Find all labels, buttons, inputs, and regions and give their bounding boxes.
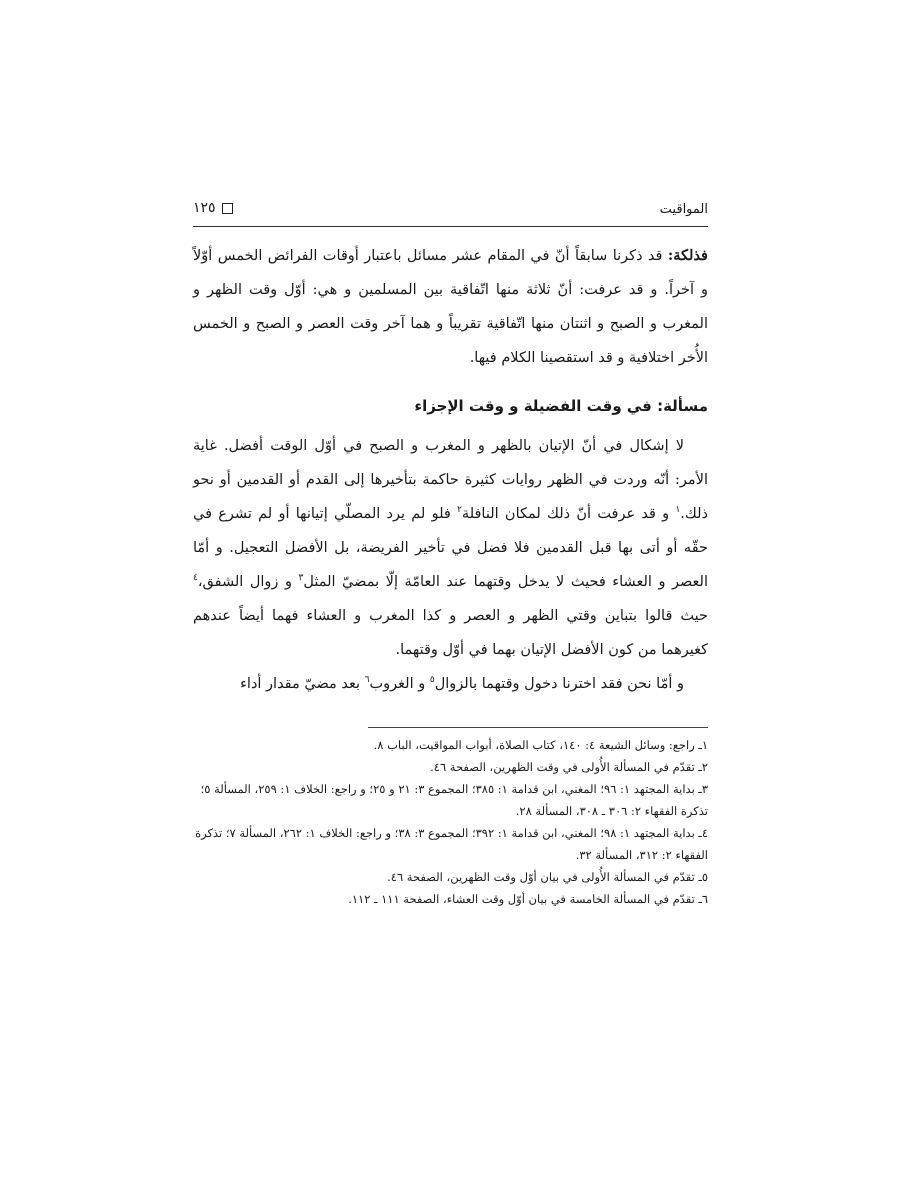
- footnote-3: ٣ـ بداية المجتهد ١: ٩٦؛ المغني، ابن قدامة ١: ٣٨٥؛ المجموع ٣: ٢١ و ٢٥؛ و راجع: الخلاف ١: ٢٥٩، المسألة ٥؛ تذكرة الفقهاء ٢: ٣٠٦ ـ ٣٠٨، المسألة ٢٨.: [200, 782, 708, 818]
- running-title: المواقيت: [659, 202, 708, 217]
- footnote-6: ٦ـ تقدّم في المسألة الخامسة في بيان أوّل وقت العشاء، الصفحة ١١١ ـ ١١٢.: [348, 892, 708, 906]
- p2-text-2: و قد عرفت أنّ ذلك لمكان النافلة: [461, 506, 676, 522]
- section-heading: مسألة: في وقت الفضيلة و وقت الإجزاء: [414, 397, 708, 415]
- footnote-ref-6: ٦: [364, 675, 370, 686]
- p2-text-3: فلو لم يرد المصلّي إتيانها أو لم تشرع في حقّه أو أتى بها قبل القدمين فلا فضل في تأخير الفريضة، بل الأفضل التعجيل. و أمّا العصر و العشاء فحيث لا يدخل وقتهما عند العامّة إلّا بمضيّ المثل: [193, 506, 708, 590]
- summary-text: قد ذكرنا سابقاً أنّ في المقام عشر مسائل باعتبار أوقات الفرائض الخمس أوّلاً و آخراً. و قد عرفت: أنّ ثلاثة منها اتّفاقية بين المسلمين و هي: أوّل وقت الظهر و المغرب و الصبح و اثنتان منها اتّفاقية تقريباً و هما آخر وقت العصر و الصبح و الخمس الأُخر اختلافية و قد استقصينا الكلام فيها.: [193, 248, 708, 366]
- paragraph-2: [193, 429, 708, 667]
- summary-paragraph: [193, 239, 708, 375]
- footnote-ref-4: ٤: [193, 573, 198, 584]
- footnote-2: ٢ـ تقدّم في المسألة الأُولى في وقت الظهرين، الصفحة ٤٦.: [430, 760, 708, 774]
- summary-lead: فذلكة:: [667, 247, 708, 264]
- footnote-5: ٥ـ تقدّم في المسألة الأُولى في بيان أوّل وقت الظهرين، الصفحة ٤٦.: [387, 870, 708, 884]
- p2-text-5: حيث قالوا بتباين وقتي الظهر و العصر و كذا المغرب و العشاء فهما أيضاً عندهم كغيرهما من كون الأفضل الإتيان بهما في أوّل وقتهما.: [193, 608, 708, 658]
- p3-text-1: و أمّا نحن فقد اخترنا دخول وقتهما بالزوال: [434, 676, 684, 692]
- footnote-4: ٤ـ بداية المجتهد ١: ٩٨؛ المغني، ابن قدامة ١: ٣٩٢؛ المجموع ٣: ٣٨؛ و راجع: الخلاف ١: ٢٦٢، المسألة ٧؛ تذكرة الفقهاء ٢: ٣١٢، المسألة ٣٢.: [195, 826, 708, 862]
- footnote-ref-5: ٥: [429, 675, 435, 686]
- p2-text-1: لا إشكال في أنّ الإتيان بالظهر و المغرب و الصبح في أوّل الوقت أفضل. غاية الأمر: أنّه وردت في الظهر روايات كثيرة حاكمة بتأخيرها إلى القدم أو القدمين أو نحو ذلك.: [193, 438, 708, 522]
- p2-text-4: و زوال الشفق،: [197, 574, 299, 590]
- p3-text-2: و الغروب: [369, 676, 430, 692]
- p3-text-3: بعد مضيّ مقدار أداء: [240, 676, 365, 692]
- footnote-divider: [368, 727, 708, 728]
- footnote-1: ١ـ راجع: وسائل الشيعة ٤: ١٤٠، كتاب الصلاة، أبواب المواقيت، الباب ٨.: [373, 738, 708, 752]
- footnote-ref-3: ٣: [298, 573, 304, 584]
- paragraph-3: [193, 667, 708, 701]
- footnote-ref-2: ٢: [457, 505, 462, 516]
- page-number-text: ١٢٥: [193, 200, 216, 216]
- footnote-ref-1: ١: [675, 505, 681, 516]
- footnotes: [193, 734, 708, 910]
- page-box-icon: [222, 203, 233, 214]
- running-header: [193, 196, 708, 227]
- page-number: [193, 200, 233, 216]
- book-page: [193, 196, 708, 910]
